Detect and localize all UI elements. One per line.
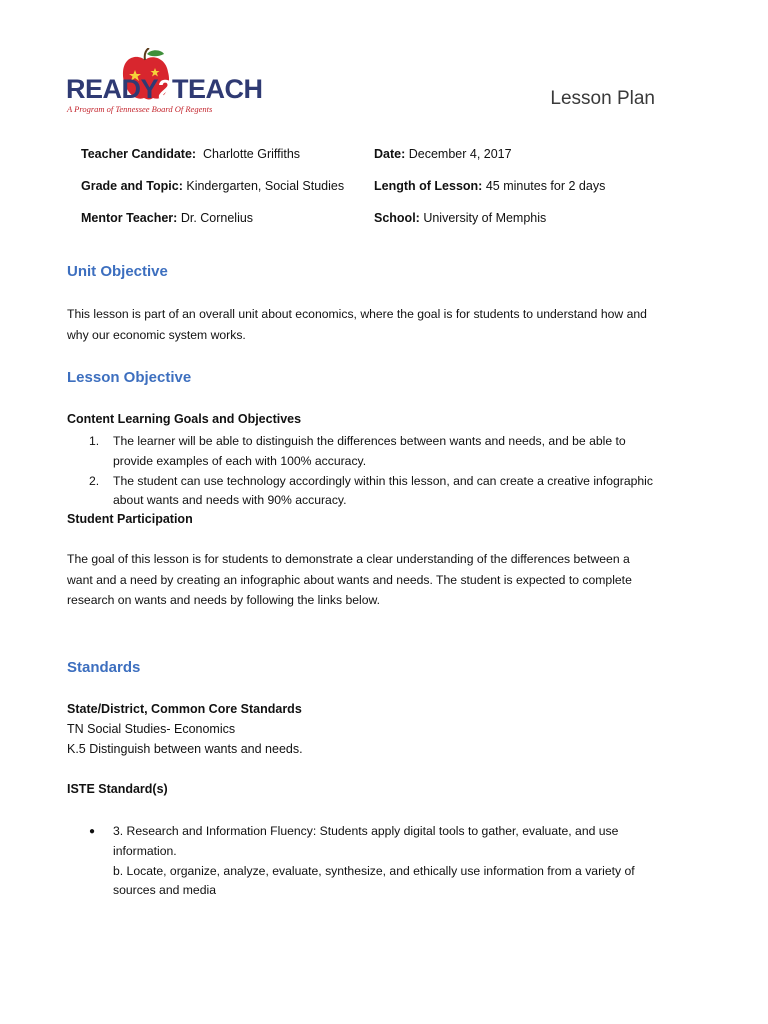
mentor-value: Dr. Cornelius <box>180 211 254 225</box>
length-label: Length of Lesson: <box>374 179 483 193</box>
date-label: Date: <box>374 147 406 161</box>
unit-objective-text: This lesson is part of an overall unit about economics, where the goal is for students to understand how and why our economic system works. <box>67 307 647 342</box>
standard-line-2: K.5 Distinguish between wants and needs. <box>67 742 303 756</box>
list-number: 1. <box>89 434 100 448</box>
logo-two: 2 <box>158 74 172 104</box>
state-standards-heading: State/District, Common Core Standards <box>67 702 302 716</box>
school-value: University of Memphis <box>423 211 547 225</box>
goals-heading: Content Learning Goals and Objectives <box>67 412 302 426</box>
length-value: 45 minutes for 2 days <box>485 179 606 193</box>
iste-line-b: b. Locate, organize, analyze, evaluate, synthesize, and ethically use information from a variety of sources and media <box>113 863 635 898</box>
participation-text: The goal of this lesson is for students to demonstrate a clear understanding of the differences between a want and a need by creating an infographic about wants and needs. The student is expected to complete research on wants and needs by following the links below. <box>67 552 632 607</box>
goal-text: The learner will be able to distinguish the differences between wants and needs, and be able to provide examples of each with 100% accuracy. <box>113 434 626 468</box>
lesson-objective-heading: Lesson Objective <box>67 369 192 386</box>
logo-tagline: A Program of Tennessee Board Of Regents <box>67 104 213 114</box>
standards-heading: Standards <box>67 659 141 676</box>
iste-line-a: 3. Research and Information Fluency: Students apply digital tools to gather, evaluate, and use information. <box>113 824 619 858</box>
unit-objective-heading: Unit Objective <box>67 263 168 280</box>
document-title: Lesson Plan <box>550 88 655 109</box>
logo-wordmark <box>66 74 262 104</box>
bullet-icon: ● <box>89 826 96 837</box>
list-item <box>67 432 667 472</box>
goal-text: The student can use technology accordingly within this lesson, and can create a creative infographic about wants and needs with 90% accuracy. <box>113 473 653 508</box>
teacher-label: Teacher Candidate: <box>81 147 197 161</box>
logo-text-start: READY <box>66 74 159 104</box>
school-label: School: <box>374 211 420 225</box>
goals-list <box>67 432 667 511</box>
grade-value: Kindergarten, Social Studies <box>186 179 345 193</box>
mentor-label: Mentor Teacher: <box>81 211 178 225</box>
list-item <box>89 822 669 901</box>
list-item <box>67 472 667 512</box>
ready2teach-logo <box>66 44 263 116</box>
teacher-value: Charlotte Griffiths <box>203 147 301 161</box>
participation-heading: Student Participation <box>67 512 193 526</box>
info-row-teacher <box>81 147 512 161</box>
info-row-mentor <box>81 211 547 225</box>
standard-line-1: TN Social Studies- Economics <box>67 722 236 736</box>
date-value: December 4, 2017 <box>408 147 512 161</box>
list-number: 2. <box>89 473 100 488</box>
iste-list <box>89 822 669 901</box>
info-row-grade <box>81 179 606 193</box>
iste-heading: ISTE Standard(s) <box>67 782 168 796</box>
logo-text-end: TEACH <box>171 74 263 104</box>
grade-label: Grade and Topic: <box>81 179 183 193</box>
